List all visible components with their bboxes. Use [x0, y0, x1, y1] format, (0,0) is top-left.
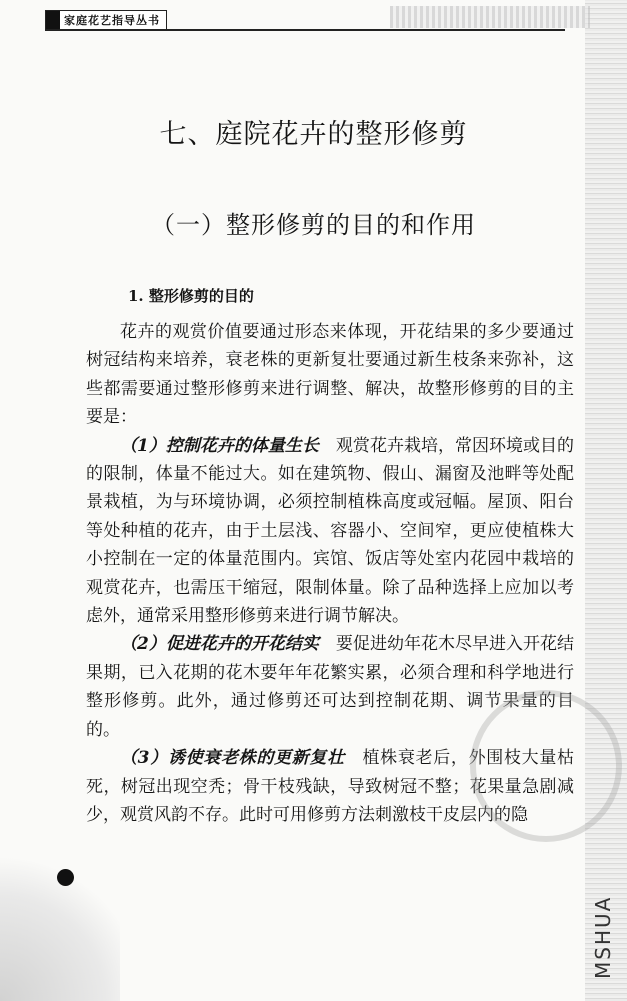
series-title: 家庭花艺指导丛书 — [64, 14, 160, 27]
paragraph-text: 要促进幼年花木尽早进入开花结果期，已入花期的花木要年年花繁实累，必须合理和科学地进行整形修剪。此外，通过修剪还可达到控制花期、调节果量的目的。 — [86, 634, 575, 740]
section-title: （一）整形修剪的目的和作用 — [151, 211, 476, 239]
subheading: 1. 整形修剪的目的 — [128, 287, 254, 305]
header-scan-noise — [390, 6, 590, 28]
header-black-block — [46, 11, 60, 29]
paragraph-lead: （1）控制花卉的体量生长 — [120, 435, 319, 456]
paragraph-intro — [86, 318, 574, 432]
header-rule — [45, 29, 565, 31]
paragraph-control-size — [86, 432, 574, 631]
series-header — [45, 10, 167, 30]
watermark-stamp — [470, 690, 622, 842]
paragraph-lead: （3）诱使衰老株的更新复壮 — [120, 748, 345, 769]
paragraph-text: 观赏花卉栽培，常因环境或目的的限制，体量不能过大。如在建筑物、假山、漏窗及池畔等处配景栽植，为与环境协调，必须控制植株高度或冠幅。屋顶、阳台等处种植的花卉，由于土层浅、容器小、空间窄，更应使植株大小控制在一定的体量范围内。宾馆、饭店等处室内花园中栽培的观赏花卉，也需压干缩冠，限制体量。除了品种选择上应加以考虑外，通常采用整形修剪来进行调节解决。 — [86, 435, 575, 627]
page-marker-dot — [57, 869, 74, 886]
edge-watermark-text: MSHUA — [591, 895, 615, 980]
paragraph-text: 花卉的观赏价值要通过形态来体现，开花结果的多少要通过树冠结构来培养，衰老株的更新复壮要通过新生枝条来弥补，这些都需要通过整形修剪来进行调整、解决，故整形修剪的目的主要是： — [86, 322, 574, 428]
paragraph-text: 植株衰老后，外围枝大量枯死，树冠出现空秃；骨干枝残缺，导致树冠不整；花果量急剧减少，观赏风韵不存。此时可用修剪方法刺激枝干皮层内的隐 — [86, 748, 575, 825]
chapter-title: 七、庭院花卉的整形修剪 — [159, 119, 468, 150]
paragraph-lead: （2）促进花卉的开花结实 — [120, 634, 319, 655]
